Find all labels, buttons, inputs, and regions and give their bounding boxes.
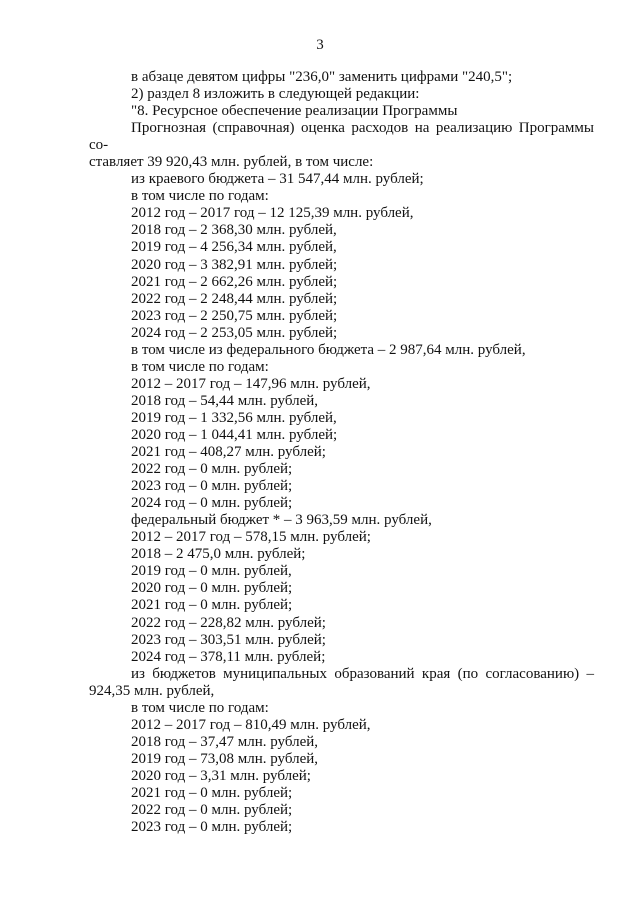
list-item: 2020 год – 3,31 млн. рублей; [131, 767, 311, 784]
text-line: федеральный бюджет * – 3 963,59 млн. рублей, [131, 512, 432, 529]
list-item: 2021 год – 2 662,26 млн. рублей; [131, 273, 338, 290]
list-item: 2022 год – 228,82 млн. рублей; [131, 614, 326, 631]
list-item: 2012 – 2017 год – 147,96 млн. рублей, [131, 375, 371, 392]
text-line: в том числе по годам: [131, 188, 269, 205]
list-item: 2012 – 2017 год – 810,49 млн. рублей, [131, 716, 371, 733]
list-item: 2021 год – 0 млн. рублей; [131, 597, 293, 614]
list-item: 2019 год – 1 332,56 млн. рублей, [131, 409, 337, 426]
list-item: 2023 год – 2 250,75 млн. рублей; [131, 307, 338, 324]
list-item: 2020 год – 1 044,41 млн. рублей; [131, 426, 338, 443]
text-line: 2) раздел 8 изложить в следующей редакции: [131, 86, 420, 103]
list-item: 2022 год – 2 248,44 млн. рублей; [131, 290, 338, 307]
text-line: в том числе по годам: [131, 699, 269, 716]
list-item: 2023 год – 0 млн. рублей; [131, 478, 293, 495]
text-line: в том числе по годам: [131, 358, 269, 375]
list-item: 2018 год – 37,47 млн. рублей, [131, 733, 319, 750]
text-line: из бюджетов муниципальных образований края (по согласованию) – [131, 665, 594, 682]
list-item: 2021 год – 408,27 млн. рублей; [131, 444, 326, 461]
list-item: 2018 год – 54,44 млн. рублей, [131, 392, 319, 409]
text-line: в том числе из федерального бюджета – 2 987,64 млн. рублей, [131, 341, 526, 358]
text-line: в абзаце девятом цифры "236,0" заменить цифрами "240,5"; [131, 69, 513, 85]
text-line: из краевого бюджета – 31 547,44 млн. рублей; [131, 171, 424, 188]
section-heading: "8. Ресурсное обеспечение реализации Программы [131, 103, 458, 120]
list-item: 2022 год – 0 млн. рублей; [131, 802, 293, 819]
list-item: 2024 год – 378,11 млн. рублей; [131, 648, 326, 665]
list-item: 2023 год – 303,51 млн. рублей; [131, 631, 326, 648]
text-line: Прогнозная (справочная) оценка расходов на реализацию Программы со- [89, 120, 594, 154]
list-item: 2021 год – 0 млн. рублей; [131, 784, 293, 801]
list-item: 2024 год – 0 млн. рублей; [131, 495, 293, 512]
list-item: 2019 год – 0 млн. рублей, [131, 563, 292, 580]
list-item: 2024 год – 2 253,05 млн. рублей; [131, 324, 338, 341]
text-line: ставляет 39 920,43 млн. рублей, в том числе: [89, 154, 374, 171]
list-item: 2023 год – 0 млн. рублей; [131, 819, 293, 836]
list-item: 2019 год – 73,08 млн. рублей, [131, 750, 319, 767]
list-item: 2019 год – 4 256,34 млн. рублей, [131, 239, 337, 256]
list-item: 2012 год – 2017 год – 12 125,39 млн. рублей, [131, 205, 414, 222]
text-line: 924,35 млн. рублей, [89, 682, 215, 699]
list-item: 2020 год – 0 млн. рублей; [131, 580, 293, 597]
list-item: 2012 – 2017 год – 578,15 млн. рублей; [131, 529, 371, 546]
list-item: 2018 – 2 475,0 млн. рублей; [131, 546, 306, 563]
document-body [89, 69, 594, 836]
list-item: 2020 год – 3 382,91 млн. рублей; [131, 256, 338, 273]
list-item: 2018 год – 2 368,30 млн. рублей, [131, 222, 337, 239]
list-item: 2022 год – 0 млн. рублей; [131, 461, 293, 478]
page-number: 3 [316, 37, 324, 53]
